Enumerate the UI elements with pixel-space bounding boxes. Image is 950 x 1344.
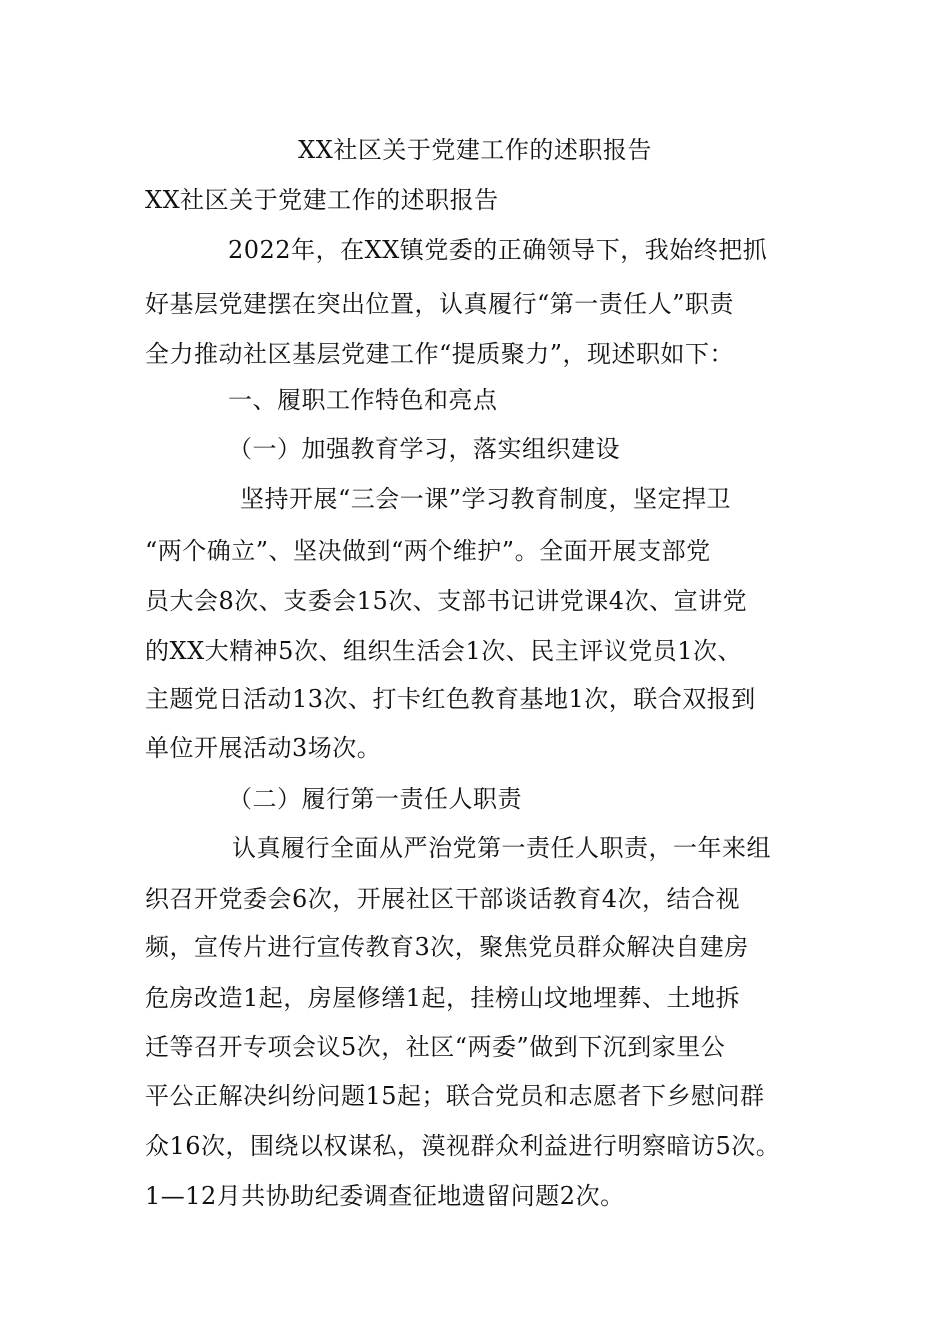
paragraph-line: 2022年，在XX镇党委的正确领导下，我始终把抓 bbox=[228, 236, 768, 264]
subsection-heading: （二）履行第一责任人职责 bbox=[228, 785, 522, 813]
paragraph-line: 好基层党建摆在突出位置，认真履行“第一责任人”职责 bbox=[145, 290, 735, 318]
document-subtitle: XX社区关于党建工作的述职报告 bbox=[145, 186, 499, 214]
paragraph-line: 平公正解决纠纷问题15起；联合党员和志愿者下乡慰问群 bbox=[145, 1082, 765, 1110]
paragraph-line: 坚持开展“三会一课”学习教育制度，坚定捍卫 bbox=[240, 485, 732, 513]
paragraph-line: 全力推动社区基层党建工作“提质聚力”，现述职如下： bbox=[145, 340, 735, 368]
paragraph-line: 频，宣传片进行宣传教育3次，聚焦党员群众解决自建房 bbox=[145, 933, 749, 961]
paragraph-line: 员大会8次、支委会15次、支部书记讲党课4次、宣讲党 bbox=[145, 587, 748, 615]
paragraph-line: 主题党日活动13次、打卡红色教育基地1次，联合双报到 bbox=[145, 685, 756, 713]
paragraph-line: 单位开展活动3场次。 bbox=[145, 734, 382, 762]
paragraph-line: 织召开党委会6次，开展社区干部谈话教育4次，结合视 bbox=[145, 885, 741, 913]
paragraph-line: 认真履行全面从严治党第一责任人职责，一年来组 bbox=[232, 834, 771, 862]
paragraph-line: 的XX大精神5次、组织生活会1次、民主评议党员1次、 bbox=[145, 637, 742, 665]
document-title: XX社区关于党建工作的述职报告 bbox=[298, 136, 652, 164]
paragraph-line: 危房改造1起，房屋修缮1起，挂榜山坟地埋葬、土地拆 bbox=[145, 984, 741, 1012]
paragraph-line: “两个确立”、坚决做到“两个维护”。全面开展支部党 bbox=[145, 537, 711, 565]
paragraph-line: 众16次，围绕以权谋私，漠视群众利益进行明察暗访5次。 bbox=[145, 1132, 781, 1160]
paragraph-line: 迁等召开专项会议5次，社区“两委”做到下沉到家里公 bbox=[145, 1033, 726, 1061]
subsection-heading: （一）加强教育学习，落实组织建设 bbox=[228, 435, 620, 463]
section-heading: 一、履职工作特色和亮点 bbox=[228, 386, 498, 414]
paragraph-line: 1—12月共协助纪委调查征地遗留问题2次。 bbox=[145, 1182, 625, 1210]
